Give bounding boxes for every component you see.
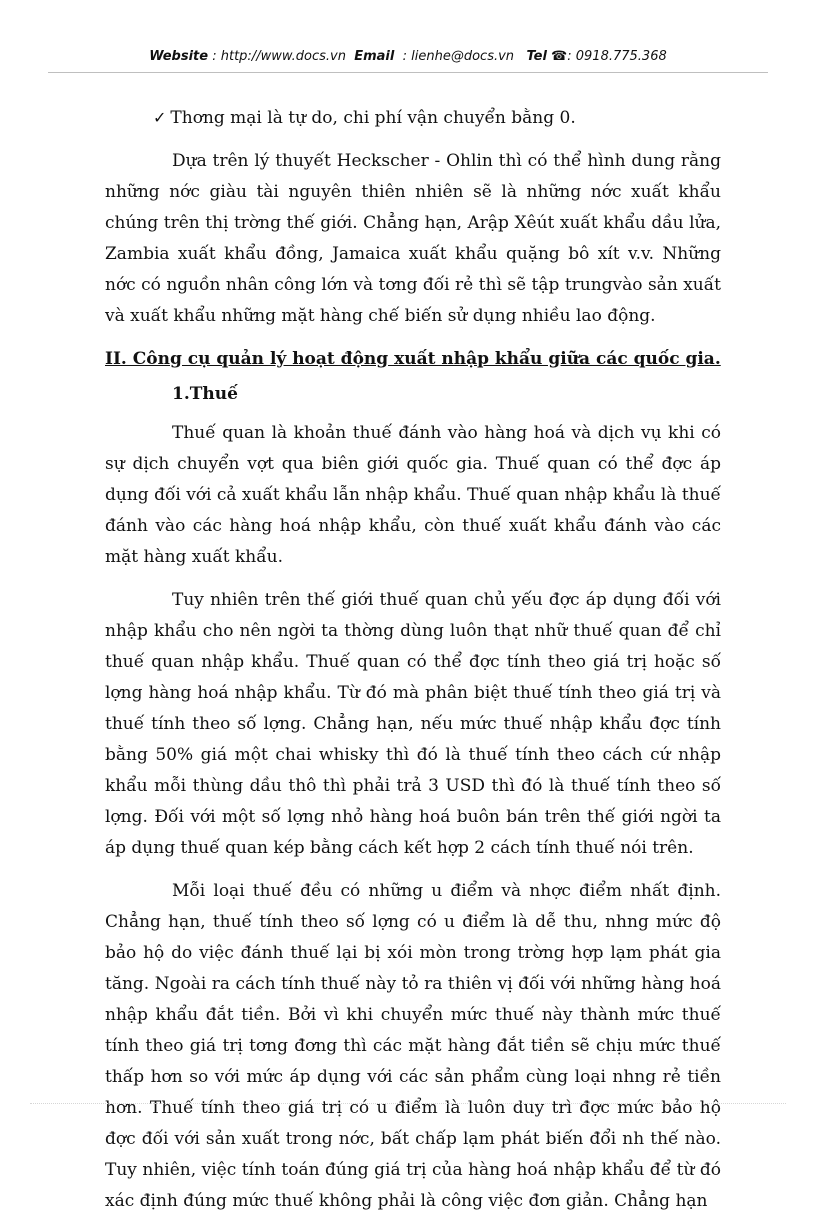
bullet-text: Thơng mại là tự do, chi phí vận chuyển bằng 0. — [170, 108, 576, 128]
paragraph: Tuy nhiên trên thế giới thuế quan chủ yếu đợc áp dụng đối với nhập khẩu cho nên ngời ta thờng dùng luôn thạt nhữ thuế quan để chỉ thuế quan nhập khẩu. Thuế quan có thể đợc tính theo giá trị hoặc số lợng hàng hoá nhập khẩu. Từ đó mà phân biệt thuế tính theo giá trị và thuế tính theo số lợng. Chẳng hạn, nếu mức thuế nhập khẩu đợc tính bằng 50% giá một chai whisky thì đó là thuế tính theo cách cứ nhập khẩu mỗi thùng dầu thô thì phải trả 3 USD thì đó là thuế tính theo số lợng. Đối với một số lợng nhỏ hàng hoá buôn bán trên thế giới ngời ta áp dụng thuế quan kép bằng cách kết hợp 2 cách tính thuế nói trên. — [105, 590, 721, 858]
section-heading: II. Công cụ quản lý hoạt động xuất nhập khẩu giữa các quốc gia. — [105, 349, 721, 369]
page-header — [0, 49, 816, 64]
phone-icon: ☎ — [551, 49, 568, 64]
header-divider — [48, 72, 768, 73]
paragraph: Thuế quan là khoản thuế đánh vào hàng hoá và dịch vụ khi có sự dịch chuyển vợt qua biên giới quốc gia. Thuế quan có thể đợc áp dụng đối với cả xuất khẩu lẫn nhập khẩu. Thuế quan nhập khẩu là thuế đánh vào các hàng hoá nhập khẩu, còn thuế xuất khẩu đánh vào các mặt hàng xuất khẩu. — [105, 423, 722, 567]
email-value[interactable]: : lienhe@docs.vn — [402, 49, 515, 64]
paragraph: Mỗi loại thuế đều có những u điểm và nhợc điểm nhất định. Chẳng hạn, thuế tính theo số lợng có u điểm là dễ thu, nhng mức độ bảo hộ do việc đánh thuế lại bị xói mòn trong trờng hợp lạm phát gia tăng. Ngoài ra cách tính thuế này tỏ ra thiên vị đối với những hàng hoá nhập khẩu đắt tiền. Bởi vì khi chuyển mức thuế này thành mức thuế tính theo giá trị tơng đơng thì các mặt hàng đắt tiền sẽ chịu mức thuế thấp hơn so với mức áp dụng với các sản phẩm cùng loại nhng rẻ tiền hơn. Thuế tính theo giá trị có u điểm là luôn duy trì đợc mức bảo hộ đợc đối với sản xuất trong nớc, bất chấp lạm phát biến đổi nh thế nào. Tuy nhiên, việc tính toán đúng giá trị của hàng hoá nhập khẩu để từ đó xác định đúng mức thuế không phải là công việc đơn giản. Chẳng hạn — [105, 881, 721, 1211]
bullet-item — [153, 104, 721, 132]
tel-label: Tel — [526, 49, 547, 64]
check-icon: ✓ — [153, 108, 167, 127]
document-body — [105, 104, 721, 1229]
email-label: Email — [354, 49, 395, 64]
website-value[interactable]: : http://www.docs.vn — [212, 49, 346, 64]
website-label: Website — [149, 49, 209, 64]
footer-divider — [30, 1103, 786, 1104]
paragraph-intro: Dựa trên lý thuyết Heckscher - Ohlin thì có thể hình dung rằng những nớc giàu tài nguyên thiên nhiên sẽ là những nớc xuất khẩu chúng trên thị trờng thế giới. Chẳng hạn, Arập Xêút xuất khẩu dầu lửa, Zambia xuất khẩu đồng, Jamaica xuất khẩu quặng bô xít v.v. Những nớc có nguồn nhân công lớn và tơng đối rẻ thì sẽ tập trungvào sản xuất và xuất khẩu những mặt hàng chế biến sử dụng nhiều lao động. — [105, 151, 721, 326]
tel-value: : 0918.775.368 — [567, 49, 667, 64]
subsection-heading: 1.Thuế — [172, 384, 238, 404]
